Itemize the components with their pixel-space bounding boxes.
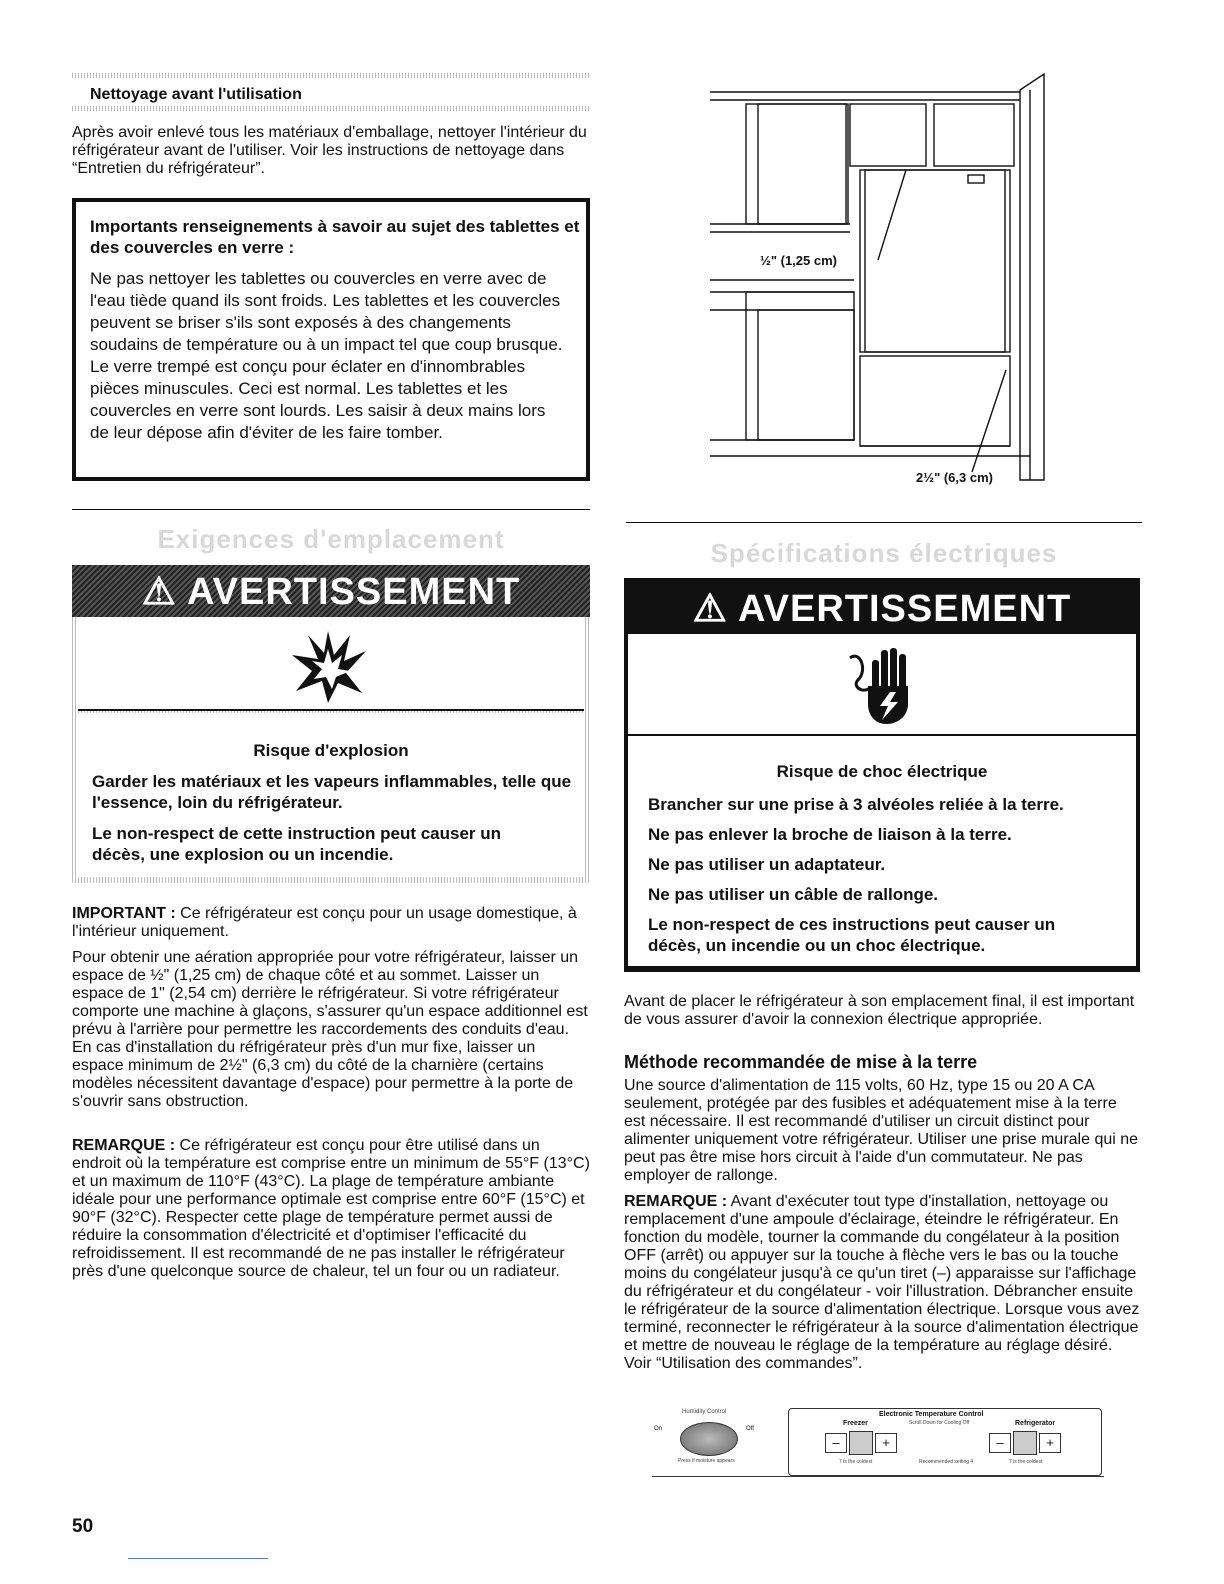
page-number: 50	[72, 1516, 94, 1537]
clearance-label-bottom: 2½" (6,3 cm)	[916, 470, 993, 485]
electrical-remark: REMARQUE : Avant d'exécuter tout type d'installation, nettoyage ou remplacement d'une ampoule d'éclairage, éteindre le réfrigérateur. En fonction du modèle, tourner la commande du congélateur à la position OFF (arrêt) ou appuyer sur la touche à flèche vers le bas ou la touche moins du congélateur jusqu'à ce qu'un tiret (–) apparaisse sur l'affichage du réfrigérateur et du congélateur - voir l'illustration. Débrancher ensuite le réfrigérateur de la source d'alimentation électrique. Lorsque vous avez terminé, reconnecter le réfrigérateur à la source d'alimentation électrique et mettre de nouveau le réglage de la température au réglage désiré. Voir “Utilisation des commandes”.	[624, 1193, 1140, 1372]
shock-icon-panel	[628, 634, 1136, 736]
glass-box-body: Ne pas nettoyer les tablettes ou couvercles en verre avec de l'eau tiède quand ils sont froids. Les tablettes et les couvercles peuvent se briser s'ils sont exposés à des changements soudains de température ou à un impact tel que coup brusque. Le verre trempé est conçu pour éclater en d'innombrables pièces minuscules. Ceci est normal. Les tablettes et les couvercles en verre sont lourds. Les saisir à deux mains lors de leur dépose afin d'éviter de les faire tomber.	[90, 269, 563, 442]
humidity-off-label: Off	[746, 1426, 754, 1432]
panel-base-line	[652, 1476, 1104, 1477]
explosion-hazard-line2: Le non-respect de cette instruction peut causer un décès, une explosion ou un incendie.	[92, 824, 502, 864]
heading-rule-top	[72, 73, 590, 78]
refrigerator-plus-button[interactable]: +	[1039, 1433, 1061, 1453]
grounding-heading: Méthode recommandée de mise à la terre	[624, 1052, 978, 1072]
scroll-label: Scroll Down for Cooling Off	[909, 1420, 970, 1426]
shock-line-4: Ne pas utiliser un câble de rallonge.	[648, 885, 939, 904]
warning-triangle-icon: ⚠	[692, 588, 728, 630]
warning-triangle-icon: ⚠	[141, 571, 177, 613]
explosion-warning-label: ⚠ AVERTISSEMENT	[141, 571, 521, 613]
section-rule-right	[626, 522, 1142, 523]
glass-box-title: Importants renseignements à savoir au sujet des tablettes et des couvercles en verre :	[90, 217, 580, 257]
humidity-control	[652, 1408, 768, 1472]
clearance-label-top: ½" (1,25 cm)	[760, 253, 837, 268]
refrigerator-coldest-note: 7 is the coldest	[1009, 1459, 1043, 1465]
explosion-icon-panel	[78, 617, 584, 711]
shock-line-1: Brancher sur une prise à 3 alvéoles reliée à la terre.	[648, 795, 1064, 814]
explosion-text-panel	[78, 713, 584, 877]
shock-warning-box	[624, 578, 1140, 972]
control-panel-illustration	[652, 1408, 1104, 1480]
control-title: Electronic Temperature Control	[879, 1411, 984, 1418]
grounding-text: Une source d'alimentation de 115 volts, 60 Hz, type 15 ou 20 A CA seulement, protégée par des fusibles et adéquatement mise à la terre est nécessaire. Il est recommandé d'utiliser un circuit distinct pour alimenter uniquement votre réfrigérateur. Utiliser une prise murale qui ne peut pas être mise hors circuit à l'aide d'un commutateur. Ne pas employer de rallonge.	[624, 1077, 1139, 1184]
temperature-control-frame	[788, 1408, 1102, 1476]
humidity-label: Humidity Control	[682, 1409, 727, 1415]
temperature-remark: REMARQUE : Ce réfrigérateur est conçu pour être utilisé dans un endroit où la température est comprise entre un minimum de 55°F (13°C) et un maximum de 110°F (43°C). La plage de température ambiante idéale pour une performance optimale est comprise entre 60°F (15°C) et 90°F (32°C). Respecter cette plage de température permet aussi de réduire la consommation d'électricité et d'optimiser l'efficacité du refroidissement. Il est recommandé de ne pas installer le réfrigérateur près d'une quelconque source de chaleur, tel un four ou un radiateur.	[72, 1137, 590, 1280]
explosion-icon	[288, 627, 368, 705]
section-rule-left	[72, 509, 590, 510]
glass-info-box	[72, 198, 590, 481]
recommended-setting-note: Recommended setting 4	[919, 1459, 974, 1465]
clearance-diagram	[700, 70, 1060, 500]
shock-line-5: Le non-respect de ces instructions peut causer un décès, un incendie ou un choc électrique.	[648, 915, 1056, 955]
freezer-minus-button[interactable]: –	[825, 1433, 847, 1453]
explosion-hazard-line1: Garder les matériaux et les vapeurs inflammables, telle que l'essence, loin du réfrigérateur.	[92, 772, 572, 812]
important-paragraph: IMPORTANT : Ce réfrigérateur est conçu pour un usage domestique, à l'intérieur uniquement.	[72, 905, 577, 940]
footer-link-rule	[128, 1558, 268, 1559]
freezer-display	[849, 1431, 873, 1455]
heading-rule-bottom	[72, 106, 590, 111]
explosion-warning-box	[72, 565, 590, 883]
shock-hazard-title: Risque de choc électrique	[776, 762, 988, 781]
cleaning-heading: Nettoyage avant l'utilisation	[90, 86, 302, 103]
humidity-on-label: On	[654, 1426, 663, 1432]
electrical-intro: Avant de placer le réfrigérateur à son emplacement final, il est important de vous assurer d'avoir la connexion électrique appropriée.	[624, 993, 1135, 1028]
explosion-hazard-title: Risque d'explosion	[253, 741, 409, 760]
humidity-sub-label: Press if moisture appears	[678, 1458, 735, 1464]
shock-warning-label: ⚠ AVERTISSEMENT	[692, 588, 1072, 630]
refrigerator-display	[1013, 1431, 1037, 1455]
freezer-plus-button[interactable]: +	[875, 1433, 897, 1453]
humidity-slider[interactable]	[680, 1422, 738, 1456]
electric-shock-hand-icon	[846, 640, 918, 728]
refrigerator-minus-button[interactable]: –	[989, 1433, 1011, 1453]
freezer-label: Freezer	[843, 1420, 868, 1427]
electrical-section-title: Spécifications électriques	[710, 538, 1058, 568]
location-section-title: Exigences d'emplacement	[157, 524, 505, 554]
clearance-paragraph: Pour obtenir une aération appropriée pour votre réfrigérateur, laisser un espace de ½" (1,25 cm) de chaque côté et au sommet. Laisser un espace de 1" (2,54 cm) derrière le réfrigérateur. Si votre réfrigérateur comporte une machine à glaçons, s'assurer qu'un espace additionnel est prévu à l'arrière pour permettre les raccordements des conduits d'eau. En cas d'installation du réfrigérateur près d'un mur fixe, laisser un espace minimum de 2½" (6,3 cm) du côté de la charnière (certains modèles nécessitent davantage d'espace) pour permettre à la porte de s'ouvrir sans obstruction.	[72, 949, 588, 1110]
shock-text-panel	[628, 736, 1136, 966]
shock-line-2: Ne pas enlever la broche de liaison à la terre.	[648, 825, 1012, 844]
refrigerator-label: Refrigerator	[1015, 1420, 1056, 1427]
cleaning-body: Après avoir enlevé tous les matériaux d'emballage, nettoyer l'intérieur du réfrigérateur avant de l'utiliser. Voir les instructions de nettoyage dans “Entretien du réfrigérateur”.	[72, 124, 587, 177]
shock-line-3: Ne pas utiliser un adaptateur.	[648, 855, 886, 874]
explosion-warning-header	[72, 565, 590, 617]
freezer-coldest-note: 7 is the coldest	[839, 1459, 873, 1465]
